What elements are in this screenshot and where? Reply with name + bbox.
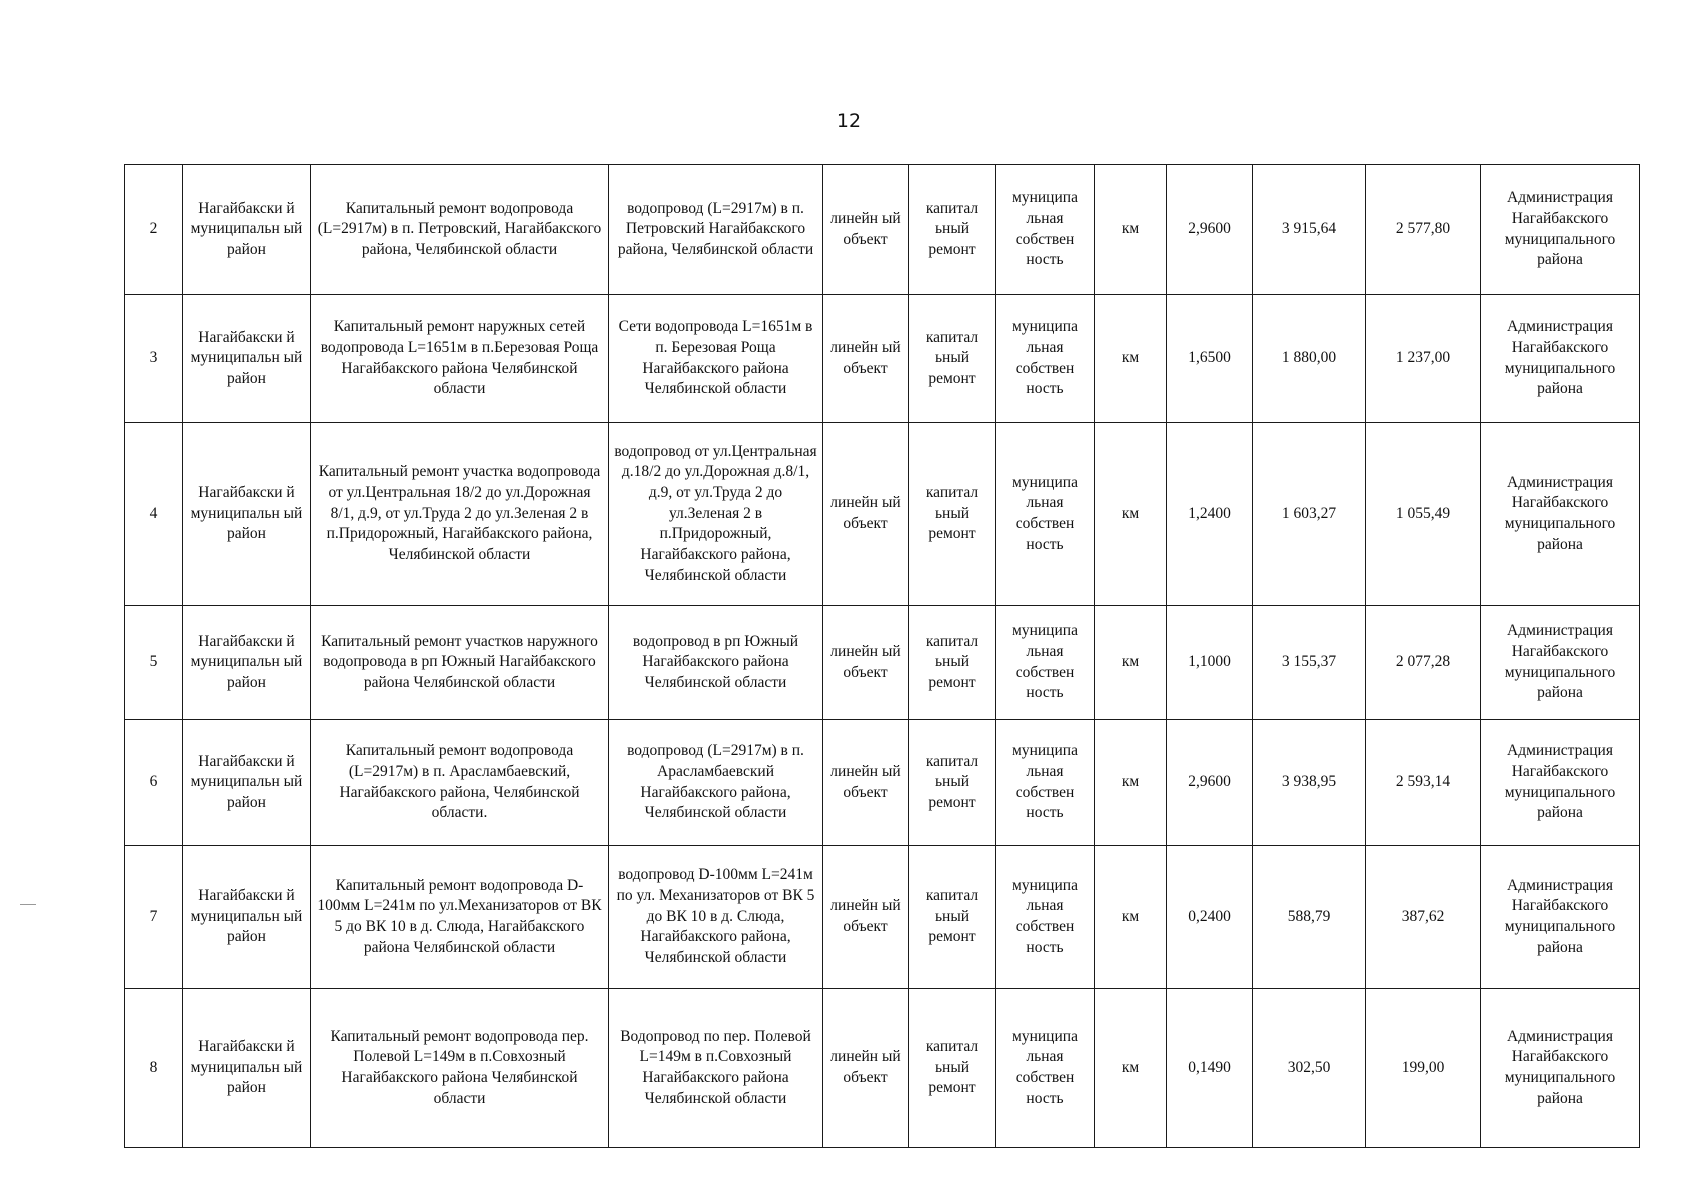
length-cell: 1,2400 xyxy=(1167,423,1253,606)
object-description-cell: водопровод (L=2917м) в п. Арасламбаевский Нагайбакского района, Челябинской области xyxy=(609,720,823,846)
project-name-cell: Капитальный ремонт водопровода (L=2917м) в п. Петровский, Нагайбакского района, Челябинской области xyxy=(311,165,609,295)
ownership-cell: муниципа льная собствен ность xyxy=(996,989,1095,1148)
row-number: 4 xyxy=(125,423,183,606)
row-number: 3 xyxy=(125,295,183,423)
object-type-cell: линейн ый объект xyxy=(823,846,909,989)
unit-cell: км xyxy=(1095,165,1167,295)
length-cell: 1,1000 xyxy=(1167,606,1253,720)
table-row xyxy=(125,720,1640,846)
municipality-cell: Нагайбакски й муниципальн ый район xyxy=(183,295,311,423)
ownership-cell: муниципа льная собствен ность xyxy=(996,846,1095,989)
total-cost-cell: 3 155,37 xyxy=(1253,606,1366,720)
length-cell: 1,6500 xyxy=(1167,295,1253,423)
ownership-cell: муниципа льная собствен ность xyxy=(996,295,1095,423)
funding-share-cell: 387,62 xyxy=(1366,846,1481,989)
project-name-cell: Капитальный ремонт участков наружного водопровода в рп Южный Нагайбакского района Челябинской области xyxy=(311,606,609,720)
object-description-cell: Водопровод по пер. Полевой L=149м в п.Совхозный Нагайбакского района Челябинской области xyxy=(609,989,823,1148)
administration-cell: Администрация Нагайбакского муниципального района xyxy=(1481,606,1640,720)
row-number: 8 xyxy=(125,989,183,1148)
object-description-cell: водопровод от ул.Центральная д.18/2 до ул.Дорожная д.8/1, д.9, от ул.Труда 2 до ул.Зеленая 2 в п.Придорожный, Нагайбакского района, Челябинской области xyxy=(609,423,823,606)
length-cell: 0,1490 xyxy=(1167,989,1253,1148)
table-row xyxy=(125,846,1640,989)
funding-share-cell: 1 055,49 xyxy=(1366,423,1481,606)
municipality-cell: Нагайбакски й муниципальн ый район xyxy=(183,423,311,606)
row-number: 2 xyxy=(125,165,183,295)
object-description-cell: водопровод в рп Южный Нагайбакского района Челябинской области xyxy=(609,606,823,720)
table-row xyxy=(125,295,1640,423)
municipality-cell: Нагайбакски й муниципальн ый район xyxy=(183,606,311,720)
length-cell: 2,9600 xyxy=(1167,720,1253,846)
row-number: 5 xyxy=(125,606,183,720)
object-type-cell: линейн ый объект xyxy=(823,295,909,423)
municipality-cell: Нагайбакски й муниципальн ый район xyxy=(183,165,311,295)
length-cell: 2,9600 xyxy=(1167,165,1253,295)
unit-cell: км xyxy=(1095,846,1167,989)
unit-cell: км xyxy=(1095,295,1167,423)
administration-cell: Администрация Нагайбакского муниципального района xyxy=(1481,846,1640,989)
work-type-cell: капитал ьный ремонт xyxy=(909,423,996,606)
municipality-cell: Нагайбакски й муниципальн ый район xyxy=(183,720,311,846)
administration-cell: Администрация Нагайбакского муниципального района xyxy=(1481,989,1640,1148)
funding-share-cell: 199,00 xyxy=(1366,989,1481,1148)
work-type-cell: капитал ьный ремонт xyxy=(909,846,996,989)
object-type-cell: линейн ый объект xyxy=(823,720,909,846)
object-type-cell: линейн ый объект xyxy=(823,989,909,1148)
scan-margin-mark xyxy=(20,904,36,905)
funding-share-cell: 2 077,28 xyxy=(1366,606,1481,720)
work-type-cell: капитал ьный ремонт xyxy=(909,295,996,423)
total-cost-cell: 1 880,00 xyxy=(1253,295,1366,423)
work-type-cell: капитал ьный ремонт xyxy=(909,720,996,846)
project-name-cell: Капитальный ремонт участка водопровода от ул.Центральная 18/2 до ул.Дорожная 8/1, д.9, от ул.Труда 2 до ул.Зеленая 2 в п.Придорожный, Нагайбакского района, Челябинской области xyxy=(311,423,609,606)
row-number: 7 xyxy=(125,846,183,989)
table-row xyxy=(125,423,1640,606)
table-body xyxy=(125,165,1640,1148)
object-description-cell: водопровод D-100мм L=241м по ул. Механизаторов от ВК 5 до ВК 10 в д. Слюда, Нагайбакского района, Челябинской области xyxy=(609,846,823,989)
administration-cell: Администрация Нагайбакского муниципального района xyxy=(1481,720,1640,846)
administration-cell: Администрация Нагайбакского муниципального района xyxy=(1481,295,1640,423)
unit-cell: км xyxy=(1095,720,1167,846)
total-cost-cell: 588,79 xyxy=(1253,846,1366,989)
length-cell: 0,2400 xyxy=(1167,846,1253,989)
project-name-cell: Капитальный ремонт водопровода (L=2917м) в п. Арасламбаевский, Нагайбакского района, Челябинской области. xyxy=(311,720,609,846)
total-cost-cell: 302,50 xyxy=(1253,989,1366,1148)
project-name-cell: Капитальный ремонт наружных сетей водопровода L=1651м в п.Березовая Роща Нагайбакского района Челябинской области xyxy=(311,295,609,423)
projects-table xyxy=(124,164,1640,1148)
administration-cell: Администрация Нагайбакского муниципального района xyxy=(1481,165,1640,295)
administration-cell: Администрация Нагайбакского муниципального района xyxy=(1481,423,1640,606)
total-cost-cell: 3 915,64 xyxy=(1253,165,1366,295)
ownership-cell: муниципа льная собствен ность xyxy=(996,165,1095,295)
table-row xyxy=(125,989,1640,1148)
municipality-cell: Нагайбакски й муниципальн ый район xyxy=(183,989,311,1148)
ownership-cell: муниципа льная собствен ность xyxy=(996,720,1095,846)
total-cost-cell: 3 938,95 xyxy=(1253,720,1366,846)
project-name-cell: Капитальный ремонт водопровода пер. Полевой L=149м в п.Совхозный Нагайбакского района Челябинской области xyxy=(311,989,609,1148)
unit-cell: км xyxy=(1095,423,1167,606)
object-description-cell: водопровод (L=2917м) в п. Петровский Нагайбакского района, Челябинской области xyxy=(609,165,823,295)
funding-share-cell: 1 237,00 xyxy=(1366,295,1481,423)
table-row xyxy=(125,165,1640,295)
ownership-cell: муниципа льная собствен ность xyxy=(996,606,1095,720)
unit-cell: км xyxy=(1095,989,1167,1148)
page-number: 12 xyxy=(836,110,862,132)
row-number: 6 xyxy=(125,720,183,846)
ownership-cell: муниципа льная собствен ность xyxy=(996,423,1095,606)
work-type-cell: капитал ьный ремонт xyxy=(909,165,996,295)
funding-share-cell: 2 577,80 xyxy=(1366,165,1481,295)
municipality-cell: Нагайбакски й муниципальн ый район xyxy=(183,846,311,989)
work-type-cell: капитал ьный ремонт xyxy=(909,989,996,1148)
project-name-cell: Капитальный ремонт водопровода D-100мм L=241м по ул.Механизаторов от ВК 5 до ВК 10 в д. Слюда, Нагайбакского района Челябинской области xyxy=(311,846,609,989)
object-type-cell: линейн ый объект xyxy=(823,165,909,295)
unit-cell: км xyxy=(1095,606,1167,720)
object-type-cell: линейн ый объект xyxy=(823,606,909,720)
table-row xyxy=(125,606,1640,720)
total-cost-cell: 1 603,27 xyxy=(1253,423,1366,606)
funding-share-cell: 2 593,14 xyxy=(1366,720,1481,846)
work-type-cell: капитал ьный ремонт xyxy=(909,606,996,720)
object-description-cell: Сети водопровода L=1651м в п. Березовая Роща Нагайбакского района Челябинской области xyxy=(609,295,823,423)
object-type-cell: линейн ый объект xyxy=(823,423,909,606)
